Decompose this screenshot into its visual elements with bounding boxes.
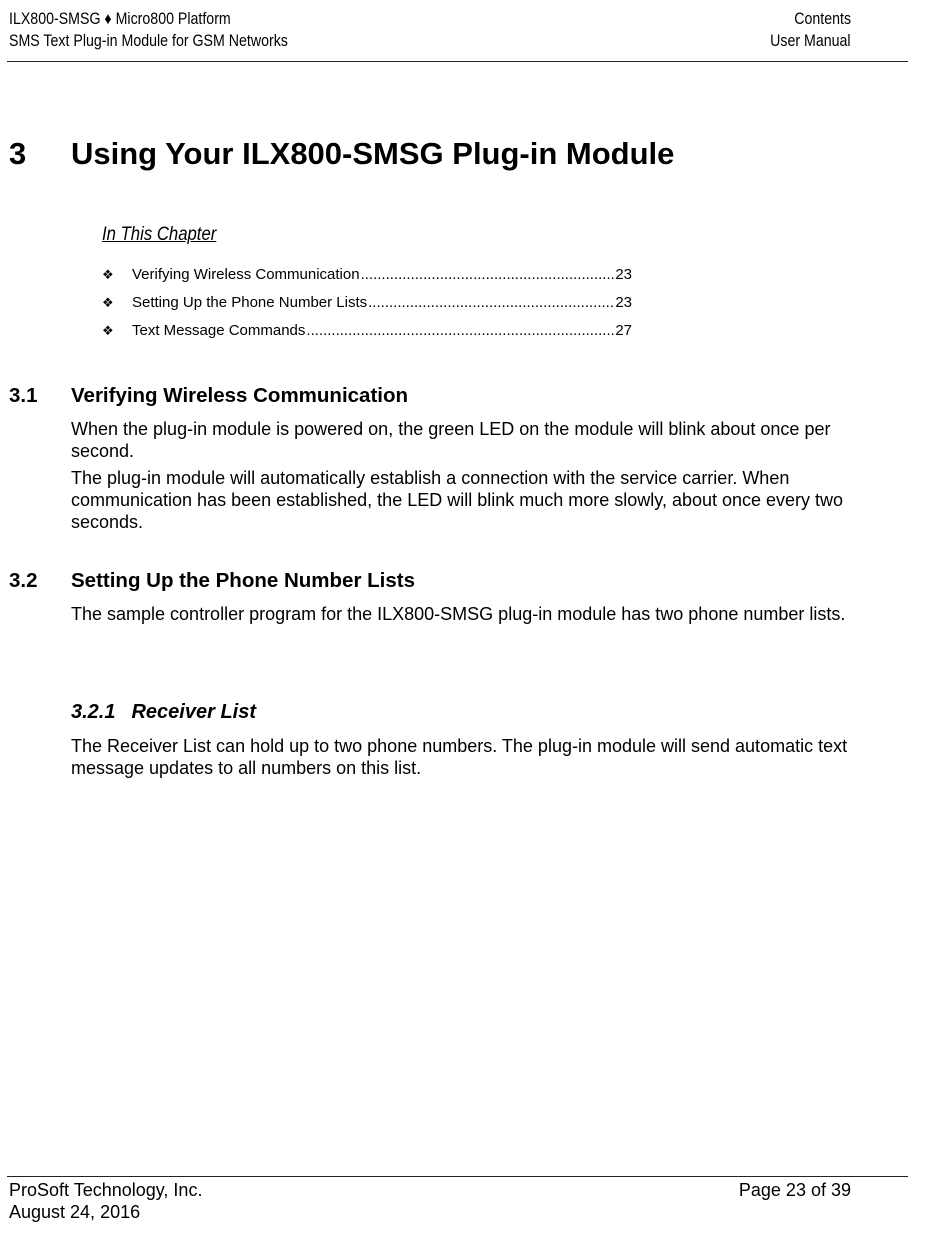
section-3-1-number: 3.1 [9, 384, 38, 407]
header-product-line: ILX800-SMSG ♦ Micro800 Platform [9, 10, 231, 28]
header-document-type: User Manual [770, 32, 851, 50]
toc-item-label: Text Message Commands [132, 322, 306, 339]
toc-leader-dots [306, 320, 614, 342]
section-3-2-1-title: Receiver List [131, 701, 256, 723]
toc-item[interactable] [102, 264, 632, 292]
header-rule [7, 61, 908, 62]
in-this-chapter-heading: In This Chapter [102, 224, 217, 245]
toc-item-page: 27 [615, 322, 632, 339]
chapter-title: Using Your ILX800-SMSG Plug-in Module [71, 136, 675, 171]
diamond-bullet-icon: ❖ [102, 295, 114, 310]
section-3-2-title: Setting Up the Phone Number Lists [71, 569, 415, 592]
header-product-description: SMS Text Plug-in Module for GSM Networks [9, 32, 288, 50]
footer-rule [7, 1176, 908, 1177]
section-3-1-paragraph-2: The plug-in module will automatically establish a connection with the service carrier. When communication has been established, the LED will blink much more slowly, about once every two seconds. [71, 468, 844, 532]
section-3-2-1-heading [71, 699, 256, 725]
diamond-bullet-icon: ❖ [102, 323, 114, 338]
toc-item-label: Setting Up the Phone Number Lists [132, 294, 368, 311]
footer-date: August 24, 2016 [9, 1202, 141, 1222]
chapter-number: 3 [9, 136, 27, 171]
section-3-2-1-paragraph-1: The Receiver List can hold up to two phone numbers. The plug-in module will send automatic text message updates to all numbers on this list. [71, 736, 848, 778]
toc-item-page: 23 [615, 266, 632, 283]
toc-item-page: 23 [615, 294, 632, 311]
section-3-2-paragraph-1: The sample controller program for the ILX800-SMSG plug-in module has two phone number lists. [71, 604, 846, 624]
section-3-1-title: Verifying Wireless Communication [71, 384, 409, 407]
toc-leader-dots [368, 292, 614, 314]
toc-leader-dots [361, 264, 615, 286]
toc-item[interactable] [102, 292, 632, 320]
chapter-toc [102, 264, 632, 348]
section-3-2-number: 3.2 [9, 569, 38, 592]
toc-item[interactable] [102, 320, 632, 348]
section-3-1-paragraph-1: When the plug-in module is powered on, the green LED on the module will blink about once per second. [71, 419, 831, 461]
header-section-name: Contents [794, 10, 851, 28]
footer-company: ProSoft Technology, Inc. [9, 1180, 203, 1200]
toc-item-label: Verifying Wireless Communication [132, 266, 360, 283]
diamond-bullet-icon: ❖ [102, 267, 114, 282]
footer-page-number: Page 23 of 39 [738, 1180, 851, 1200]
section-3-2-1-number: 3.2.1 [71, 701, 116, 723]
